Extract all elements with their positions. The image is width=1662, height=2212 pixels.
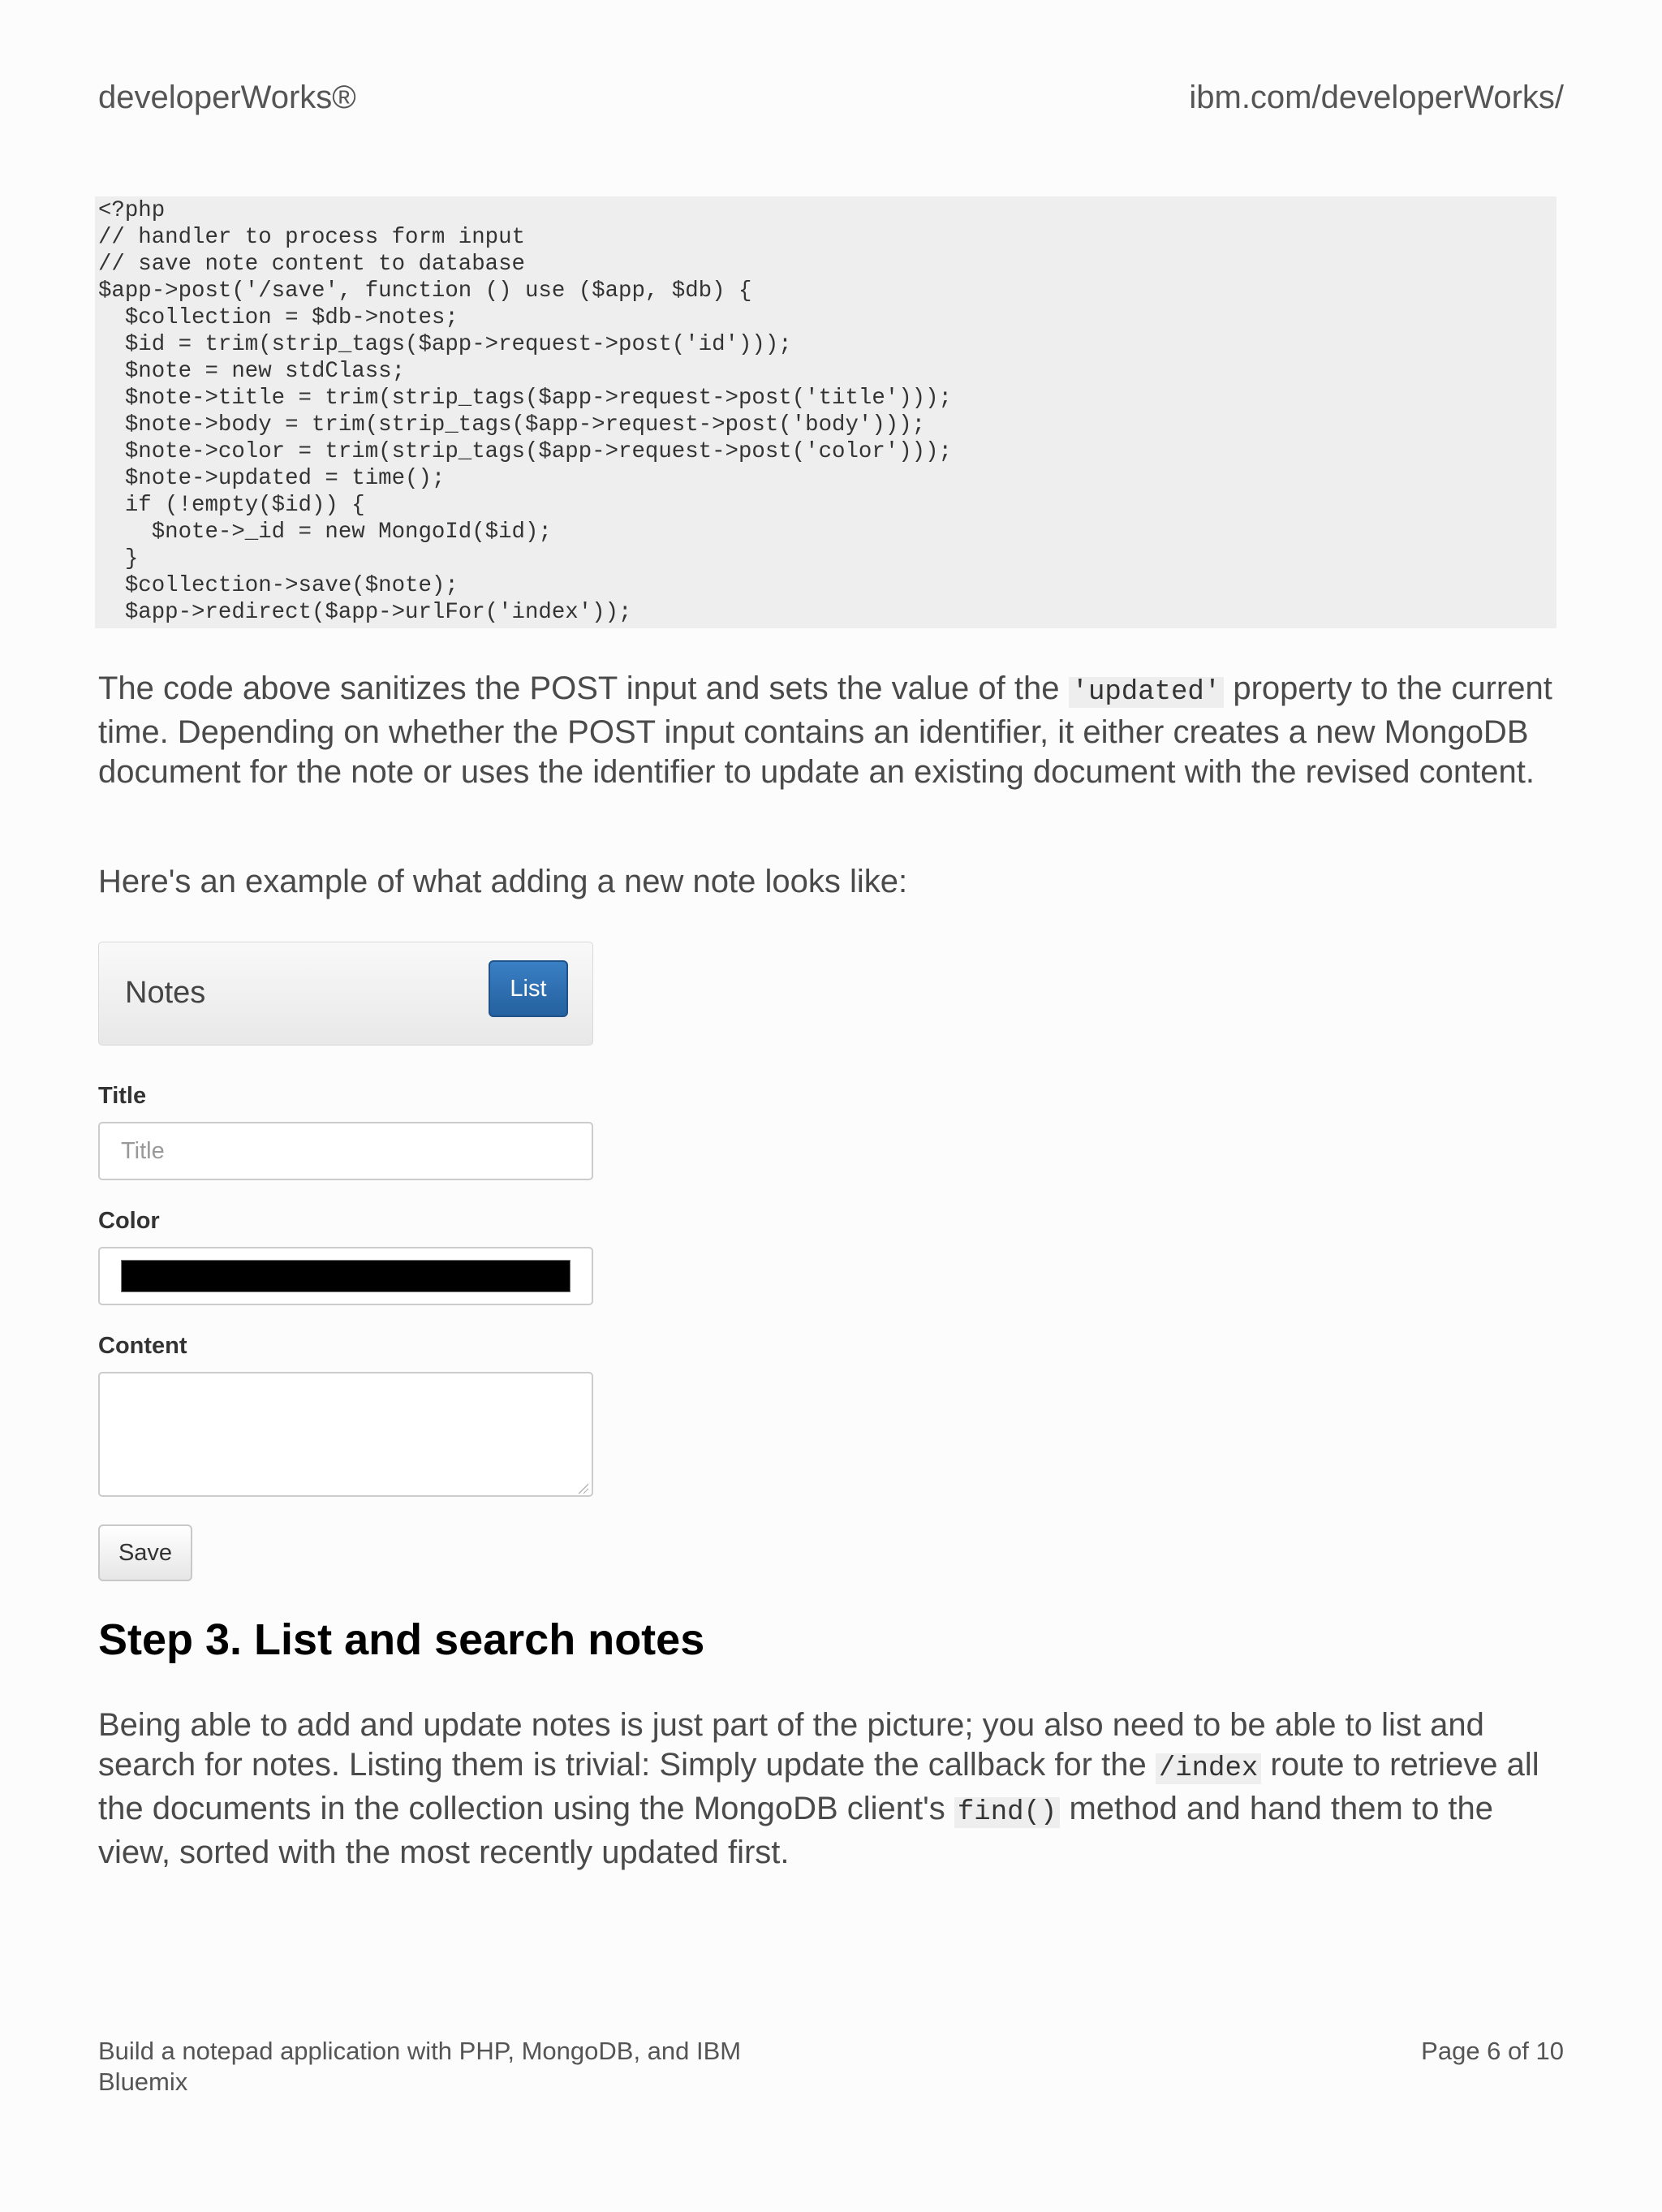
- footer-document-title: Build a notepad application with PHP, MongoDB, and IBM Bluemix: [98, 2037, 742, 2096]
- code-line: $note->updated = time();: [98, 466, 446, 491]
- code-line: // save note content to database: [98, 252, 525, 277]
- content-textarea[interactable]: [98, 1372, 593, 1497]
- paragraph-example-intro: Here's an example of what adding a new note looks like:: [98, 864, 908, 899]
- list-button[interactable]: List: [489, 960, 568, 1017]
- code-line: $note->color = trim(strip_tags($app->request->post('color')));: [98, 439, 952, 464]
- app-navbar: [98, 942, 593, 1046]
- inline-code-updated: 'updated': [1069, 677, 1225, 708]
- code-line: if (!empty($id)) {: [98, 493, 365, 518]
- inline-code-find: find(): [954, 1797, 1060, 1828]
- code-line: }: [98, 546, 139, 571]
- page-number: Page 6 of 10: [1421, 2037, 1564, 2065]
- section-heading: Step 3. List and search notes: [98, 1615, 705, 1664]
- code-line: $note->_id = new MongoId($id);: [98, 520, 552, 545]
- paragraph-text: route to retrieve all the documents in the collection using the MongoDB client's: [98, 1747, 1539, 1826]
- app-brand[interactable]: Notes: [125, 976, 206, 1010]
- inline-code-index-route: /index: [1156, 1753, 1261, 1784]
- content-label: Content: [98, 1333, 187, 1359]
- paragraph-text: property to the current time. Depending on whether the POST input contains an identifier, it either creates a new MongoDB document for the note or uses the identifier to update an existing document with the revised content.: [98, 670, 1552, 790]
- title-input[interactable]: [98, 1122, 593, 1180]
- code-line: $app->post('/save', function () use ($app, $db) {: [98, 278, 752, 304]
- paragraph-text: method and hand them to the view, sorted with the most recently updated first.: [98, 1791, 1494, 1870]
- resize-grip-icon[interactable]: [577, 1482, 588, 1494]
- color-swatch[interactable]: [121, 1260, 571, 1292]
- paragraph-code-explanation: [98, 669, 1563, 792]
- code-line: $note->body = trim(strip_tags($app->request->post('body')));: [98, 412, 926, 438]
- code-line: <?php: [98, 198, 166, 223]
- save-button[interactable]: Save: [98, 1524, 192, 1581]
- paragraph-text: Being able to add and update notes is just part of the picture; you also need to be able to list and search for notes. Listing them is trivial: Simply update the callback for the: [98, 1707, 1484, 1783]
- paragraph-text: The code above sanitizes the POST input and sets the value of the: [98, 670, 1069, 706]
- code-listing: [95, 196, 1557, 628]
- code-line: $note = new stdClass;: [98, 359, 406, 384]
- page-header: [98, 77, 1564, 118]
- site-url: ibm.com/developerWorks/: [1189, 80, 1564, 115]
- code-line: $collection = $db->notes;: [98, 305, 459, 330]
- title-label: Title: [98, 1083, 147, 1109]
- color-picker[interactable]: [98, 1247, 593, 1305]
- app-screenshot: [98, 942, 595, 1583]
- code-line: $id = trim(strip_tags($app->request->post('id')));: [98, 332, 792, 357]
- code-line: $note->title = trim(strip_tags($app->request->post('title')));: [98, 386, 952, 411]
- color-label: Color: [98, 1208, 160, 1234]
- paragraph-list-search: [98, 1705, 1563, 1873]
- code-line: // handler to process form input: [98, 225, 525, 250]
- code-line: $collection->save($note);: [98, 573, 459, 598]
- brand-name: developerWorks®: [98, 80, 356, 115]
- code-line: $app->redirect($app->urlFor('index'));: [98, 600, 632, 625]
